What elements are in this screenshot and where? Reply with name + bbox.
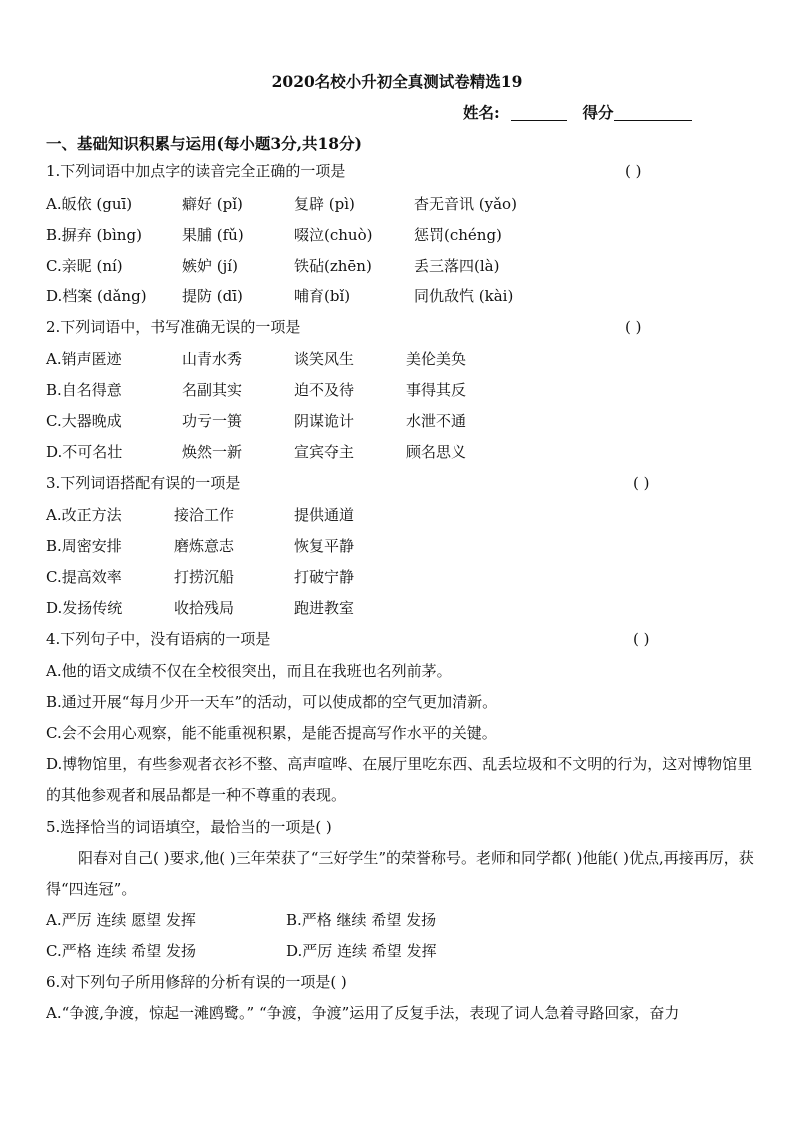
- q3-option-c-word: 打捞沉船: [174, 568, 235, 586]
- q2-option-d-word: 宣宾夺主: [294, 443, 355, 461]
- question-1-stem: 1.下列词语中加点字的读音完全正确的一项是: [46, 162, 346, 180]
- q5-passage: 阳春对自己( )要求,他( )三年荣获了“三好学生”的荣誉称号。老师和同学都( )他能( )优点,再接再厉，获得“四连冠”。: [46, 849, 754, 898]
- question-3-stem: 3.下列词语搭配有误的一项是: [46, 474, 241, 492]
- q1-option-c: C.亲昵 (ní): [46, 257, 123, 275]
- score-label: 得分: [582, 103, 614, 122]
- q3-option-b-word: 磨炼意志: [174, 537, 235, 555]
- q4-option-c: C.会不会用心观察，能不能重视积累，是能否提高写作水平的关键。: [46, 724, 497, 742]
- q1-option-d: D.档案 (dǎng): [46, 287, 147, 305]
- q2-option-a: A.销声匿迹: [46, 350, 122, 368]
- q2-option-c-word: 阴谋诡计: [294, 412, 355, 430]
- q1-option-b-word: 果脯 (fǔ): [182, 226, 244, 244]
- q2-option-c: C.大器晚成: [46, 412, 122, 430]
- q1-option-a: A.皈依 (guī): [46, 195, 133, 213]
- q2-option-a-word: 山青水秀: [182, 350, 243, 368]
- page-title: 2020名校小升初全真测试卷精选19: [271, 72, 523, 91]
- q2-option-a-word: 美伦美奂: [406, 350, 467, 368]
- q3-option-a: A.改正方法: [46, 506, 122, 524]
- question-4-stem: 4.下列句子中，没有语病的一项是: [46, 630, 271, 648]
- q5-option-d: D.严厉 连续 希望 发挥: [286, 942, 437, 960]
- q3-option-d-word: 收拾残局: [174, 599, 235, 617]
- q6-option-a: A.“争渡,争渡，惊起一滩鸥鹭。” “争渡，争渡”运用了反复手法，表现了词人急着寻路回家，奋力: [46, 1004, 680, 1022]
- question-6-stem: 6.对下列句子所用修辞的分析有误的一项是( ): [46, 973, 347, 991]
- q5-option-a: A.严厉 连续 愿望 发挥: [46, 911, 196, 929]
- q2-option-b: B.自名得意: [46, 381, 122, 399]
- q1-option-c-word: 丢三落四(là): [414, 257, 500, 275]
- q2-option-b-word: 名副其实: [182, 381, 243, 399]
- q3-option-c-word: 打破宁静: [294, 568, 355, 586]
- question-2-stem: 2.下列词语中，书写准确无误的一项是: [46, 318, 301, 336]
- name-score-row: [463, 101, 692, 123]
- q1-option-a-word: 癖好 (pǐ): [182, 195, 243, 213]
- q2-option-d: D.不可名壮: [46, 443, 123, 461]
- q1-option-d-word: 同仇敌忾 (kài): [414, 287, 514, 305]
- q4-option-b: B.通过开展“每月少开一天车”的活动，可以使成都的空气更加清新。: [46, 693, 498, 711]
- q3-option-b-word: 恢复平静: [294, 537, 355, 555]
- q1-option-a-word: 复辟 (pì): [294, 195, 355, 213]
- q5-option-b: B.严格 继续 希望 发扬: [286, 911, 437, 929]
- q3-option-a-word: 提供通道: [294, 506, 355, 524]
- q2-option-c-word: 功亏一篑: [182, 412, 243, 430]
- q5-option-c: C.严格 连续 希望 发扬: [46, 942, 197, 960]
- q3-option-a-word: 接洽工作: [174, 506, 235, 524]
- q2-option-d-word: 顾名思义: [406, 443, 467, 461]
- q1-option-a-word: 杳无音讯 (yǎo): [414, 195, 517, 213]
- q1-option-c-word: 嫉妒 (jí): [182, 257, 238, 275]
- q3-option-d: D.发扬传统: [46, 599, 123, 617]
- q1-option-d-word: 哺育(bǐ): [294, 287, 351, 305]
- score-blank[interactable]: [614, 104, 692, 121]
- q4-option-d: D.博物馆里，有些参观者衣衫不整、高声喧哗、在展厅里吃东西、乱丢垃圾和不文明的行为，这对博物馆里的其他参观者和展品都是一种不尊重的表现。: [46, 755, 753, 804]
- question-3-answer-blank[interactable]: ( ): [633, 474, 650, 492]
- q2-option-b-word: 事得其反: [406, 381, 467, 399]
- question-2-answer-blank[interactable]: ( ): [625, 318, 642, 336]
- question-4-answer-blank[interactable]: ( ): [633, 630, 650, 648]
- name-label: 姓名:: [463, 103, 500, 122]
- q2-option-a-word: 谈笑风生: [294, 350, 355, 368]
- question-5-stem: 5.选择恰当的词语填空，最恰当的一项是( ): [46, 818, 332, 836]
- q3-option-c: C.提高效率: [46, 568, 122, 586]
- q2-option-c-word: 水泄不通: [406, 412, 467, 430]
- q1-option-b-word: 啜泣(chuò): [294, 226, 373, 244]
- q2-option-b-word: 迫不及待: [294, 381, 355, 399]
- q3-option-b: B.周密安排: [46, 537, 122, 555]
- q1-option-b-word: 惩罚(chéng): [414, 226, 502, 244]
- section-heading: 一、基础知识积累与运用(每小题3分,共18分): [46, 134, 362, 153]
- q2-option-d-word: 焕然一新: [182, 443, 243, 461]
- name-blank[interactable]: [511, 104, 567, 121]
- q1-option-d-word: 提防 (dī): [182, 287, 243, 305]
- q4-option-a: A.他的语文成绩不仅在全校很突出，而且在我班也名列前茅。: [46, 662, 452, 680]
- q1-option-c-word: 铁砧(zhēn): [294, 257, 372, 275]
- question-1-answer-blank[interactable]: ( ): [625, 162, 642, 180]
- q1-option-b: B.摒弃 (bìng): [46, 226, 142, 244]
- q3-option-d-word: 跑进教室: [294, 599, 355, 617]
